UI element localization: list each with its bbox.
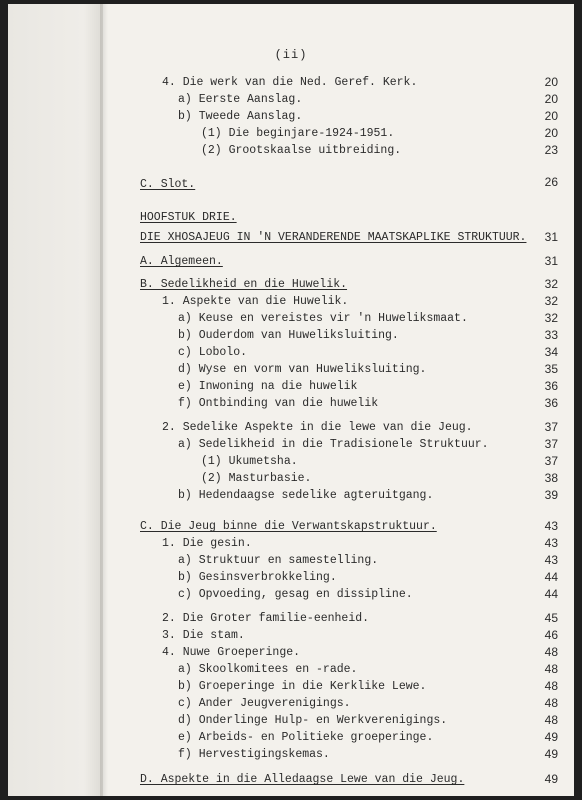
toc-entry-text: f) Hervestigingskemas.	[178, 748, 330, 761]
toc-entry-page: 43	[544, 519, 558, 533]
toc-entry-text: d) Wyse en vorm van Huweliksluiting.	[178, 363, 427, 376]
toc-entry-text: a) Keuse en vereistes vir 'n Huweliksmaat.	[178, 312, 468, 325]
toc-entry-text: c) Lobolo.	[178, 346, 248, 359]
toc-entry-page: 44	[544, 587, 558, 601]
toc-entry-text: b) Hedendaagse sedelike agteruitgang.	[178, 489, 434, 502]
page-edge-shadow	[100, 4, 108, 796]
toc-entry-text: 4. Nuwe Groeperinge.	[162, 646, 301, 659]
toc-entry-page: 32	[544, 311, 558, 325]
toc-entry-page: 20	[544, 75, 558, 89]
toc-entry-text: e) Arbeids- en Politieke groeperinge.	[178, 731, 434, 744]
toc-entry-page: 37	[544, 420, 558, 434]
toc-entry-page: 46	[544, 628, 558, 642]
toc-entry-page: 20	[544, 109, 558, 123]
toc-entry-page: 43	[544, 553, 558, 567]
toc-entry-page: 48	[544, 645, 558, 659]
toc-entry-text: 1. Die gesin.	[162, 537, 252, 550]
toc-entry-page: 20	[544, 126, 558, 140]
toc-entry-page: 23	[544, 143, 558, 157]
toc-entry-text: b) Tweede Aanslag.	[178, 110, 303, 123]
toc-entry-page: 36	[544, 379, 558, 393]
toc-entry-page: 26	[544, 175, 558, 189]
toc-entry-text: b) Gesinsverbrokkeling.	[178, 571, 337, 584]
toc-entry-page: 38	[544, 471, 558, 485]
toc-section-heading: C. Slot.	[140, 178, 196, 191]
toc-entry-text: (1) Ukumetsha.	[201, 455, 298, 468]
toc-entry-page: 34	[544, 345, 558, 359]
toc-entry-page: 49	[544, 772, 558, 786]
toc-entry-text: a) Struktuur en samestelling.	[178, 554, 379, 567]
toc-entry-page: 36	[544, 396, 558, 410]
toc-entry-text: b) Groeperinge in die Kerklike Lewe.	[178, 680, 427, 693]
toc-entry-page: 45	[544, 611, 558, 625]
toc-entry-text: 2. Die Groter familie-eenheid.	[162, 612, 370, 625]
toc-entry-text: c) Ander Jeugverenigings.	[178, 697, 351, 710]
toc-entry-page: 48	[544, 713, 558, 727]
toc-entry-text: f) Ontbinding van die huwelik	[178, 397, 379, 410]
chapter-title: DIE XHOSAJEUG IN 'N VERANDERENDE MAATSKAPLIKE STRUKTUUR.	[140, 231, 527, 244]
toc-entry-page: 31	[544, 254, 558, 268]
toc-entry-text: c) Opvoeding, gesag en dissipline.	[178, 588, 413, 601]
toc-entry-text: 3. Die stam.	[162, 629, 245, 642]
toc-entry-text: d) Onderlinge Hulp- en Werkverenigings.	[178, 714, 448, 727]
toc-entry-page: 43	[544, 536, 558, 550]
toc-entry-text: 4. Die werk van die Ned. Geref. Kerk.	[162, 76, 418, 89]
toc-entry-page: 49	[544, 747, 558, 761]
toc-entry-page: 37	[544, 454, 558, 468]
toc-entry-page: 32	[544, 277, 558, 291]
toc-entry-text: (2) Masturbasie.	[201, 472, 312, 485]
toc-entry-text: a) Sedelikheid in die Tradisionele Struktuur.	[178, 438, 489, 451]
toc-entry-page: 35	[544, 362, 558, 376]
toc-entry-text: (2) Grootskaalse uitbreiding.	[201, 144, 402, 157]
toc-entry-text: 1. Aspekte van die Huwelik.	[162, 295, 349, 308]
toc-section-heading: B. Sedelikheid en die Huwelik.	[140, 278, 348, 291]
toc-entry-text: e) Inwoning na die huwelik	[178, 380, 358, 393]
toc-section-heading: A. Algemeen.	[140, 255, 223, 268]
underlying-page-strip	[8, 4, 103, 796]
toc-section-heading: D. Aspekte in die Alledaagse Lewe van die Jeug.	[140, 773, 465, 786]
toc-entry-page: 48	[544, 696, 558, 710]
toc-entry-text: (1) Die beginjare-1924-1951.	[201, 127, 395, 140]
toc-section-heading: C. Die Jeug binne die Verwantskapstruktuur.	[140, 520, 437, 533]
toc-entry-page: 20	[544, 92, 558, 106]
toc-entry-page: 32	[544, 294, 558, 308]
toc-entry-page: 49	[544, 730, 558, 744]
toc-entry-text: 2. Sedelike Aspekte in die lewe van die Jeug.	[162, 421, 473, 434]
toc-entry-page: 48	[544, 662, 558, 676]
toc-entry-text: a) Eerste Aanslag.	[178, 93, 303, 106]
toc-entry-text: a) Skoolkomitees en -rade.	[178, 663, 358, 676]
page-number: (ii)	[274, 48, 308, 62]
chapter-heading: HOOFSTUK DRIE.	[140, 211, 237, 224]
toc-entry-page: 37	[544, 437, 558, 451]
toc-entry-page: 33	[544, 328, 558, 342]
toc-entry-page: 48	[544, 679, 558, 693]
toc-entry-page: 44	[544, 570, 558, 584]
toc-entry-page: 39	[544, 488, 558, 502]
toc-entry-page: 31	[544, 230, 558, 244]
toc-entry-text: b) Ouderdom van Huweliksluiting.	[178, 329, 399, 342]
